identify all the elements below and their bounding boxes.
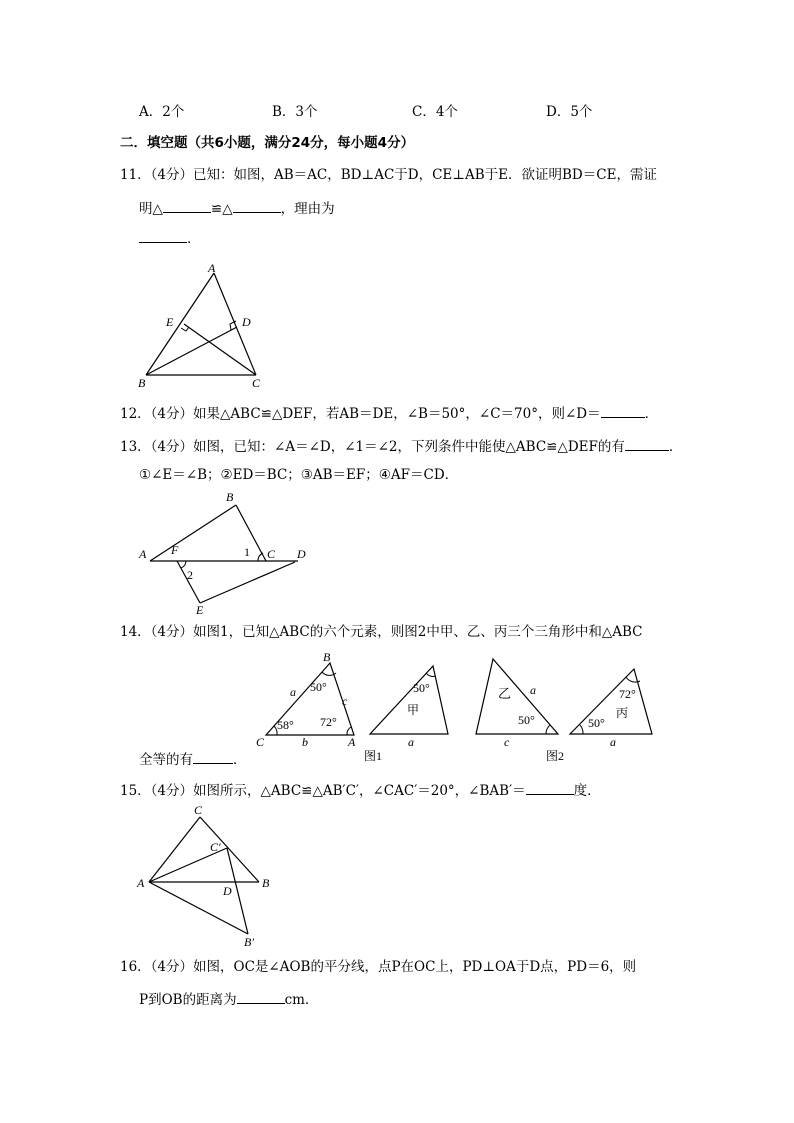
fig1-label-side-c: c	[342, 694, 348, 708]
q13-label-1: 1	[244, 545, 250, 559]
q15-label-a: A	[137, 876, 145, 890]
fig2-caption: 图2	[546, 749, 565, 763]
q13-label-a: A	[139, 547, 147, 561]
q15-blank[interactable]	[526, 780, 574, 795]
jia-name: 甲	[407, 703, 420, 717]
fig1-caption: 图1	[364, 749, 383, 763]
yi-name: 乙	[498, 686, 512, 701]
fig1-label-c: C	[256, 735, 265, 749]
q11-label-a: A	[208, 261, 216, 275]
q11-line2	[139, 198, 335, 218]
q12-blank[interactable]	[601, 403, 645, 418]
yi-side-a: a	[530, 683, 536, 697]
q14-blank[interactable]	[193, 749, 233, 764]
bing-name: 丙	[616, 706, 629, 720]
q16-text-b: cm．	[284, 992, 319, 1008]
q11-blank-1[interactable]	[163, 198, 211, 213]
q15-label-b-prime: B′	[244, 935, 254, 949]
q11-text-a: 明△	[139, 201, 163, 217]
fig1-label-b: B	[323, 650, 331, 664]
q12-line	[120, 403, 658, 423]
yi-angle: 50°	[518, 713, 535, 727]
q16-blank[interactable]	[237, 989, 285, 1004]
q15-label-c-prime: C′	[210, 840, 221, 854]
fig1-label-side-a: a	[290, 685, 296, 699]
bing-angle-2: 50°	[588, 716, 605, 730]
q12-text: 12．（4分）如果△ABC≌△DEF，若AB＝DE，∠B＝50°，∠C＝70°，则∠D＝	[120, 406, 601, 422]
q14-text2: 全等的有	[139, 752, 193, 768]
fig1-angle-b: 50°	[310, 680, 327, 694]
bing-angle-1: 72°	[619, 687, 636, 701]
q11-blank-2[interactable]	[233, 198, 281, 213]
q12-end: ．	[644, 406, 659, 422]
yi-side-c: c	[504, 735, 510, 749]
q13-line1	[120, 436, 682, 456]
bing-side: a	[610, 735, 616, 749]
fig1-angle-c: 58°	[277, 718, 294, 732]
q11-label-b: B	[138, 376, 146, 390]
q13-label-d: D	[297, 547, 306, 561]
q11-text-b: ≌△	[210, 201, 233, 217]
q11-label-e: E	[166, 315, 174, 329]
q11-blank-3[interactable]	[139, 228, 187, 243]
q15-end: 度．	[573, 783, 601, 799]
q11-label-d: D	[242, 315, 251, 329]
jia-angle: 50°	[413, 681, 430, 695]
q16-line1: 16．（4分）如图，OC是∠AOB的平分线，点P在OC上，PD⊥OA于D点，PD＝6，则	[120, 959, 637, 975]
q16-line2	[139, 989, 318, 1009]
q11-line1: 11．（4分）已知：如图，AB＝AC，BD⊥AC于D，CE⊥AB于E．欲证明BD＝CE，需证	[120, 167, 657, 183]
q13-line2: ①∠E＝∠B；②ED＝BC；③AB＝EF；④AF＝CD．	[139, 467, 459, 483]
q11-line3	[139, 228, 201, 248]
q11-text-c: ，理由为	[280, 201, 335, 217]
q15-line	[120, 780, 601, 800]
q15-label-b: B	[262, 876, 270, 890]
option-a: A．2个	[139, 104, 185, 120]
q14-end: ．	[233, 752, 247, 768]
option-b: B．3个	[272, 104, 318, 120]
q15-label-c: C	[194, 803, 203, 817]
q14-line2	[139, 749, 247, 769]
q16-text-a: P到OB的距离为	[139, 992, 237, 1008]
fig1-angle-a: 72°	[320, 715, 337, 729]
q13-label-e: E	[196, 603, 204, 617]
option-d: D．5个	[546, 104, 593, 120]
q11-figure	[130, 258, 280, 393]
q14-figures	[250, 648, 670, 763]
q13-text: 13．（4分）如图，已知：∠A＝∠D，∠1＝∠2，下列条件中能使△ABC≌△DEF的有	[120, 439, 625, 455]
q11-label-c: C	[252, 376, 261, 390]
fig1-label-a: A	[348, 735, 356, 749]
q15-figure	[130, 800, 280, 950]
q15-text: 15．（4分）如图所示，△ABC≌△AB′C′，∠CAC′＝20°，∠BAB′＝	[120, 783, 526, 799]
q13-blank[interactable]	[625, 436, 669, 451]
fig1-label-side-b: b	[302, 735, 308, 749]
q13-label-c: C	[267, 547, 276, 561]
q13-label-b: B	[226, 490, 234, 504]
jia-side: a	[408, 735, 414, 749]
q14-line1: 14．（4分）如图1，已知△ABC的六个元素，则图2中甲、乙、丙三个三角形中和△ABC	[120, 624, 643, 640]
q13-label-f: F	[171, 543, 179, 557]
option-c: C．4个	[412, 104, 458, 120]
q13-label-2: 2	[187, 568, 193, 582]
q11-end: ．	[187, 231, 201, 247]
q13-end: ．	[668, 439, 683, 455]
q15-label-d: D	[223, 884, 232, 898]
q13-figure	[130, 488, 320, 618]
section-title: 二．填空题（共6小题，满分24分，每小题4分）	[120, 135, 415, 151]
